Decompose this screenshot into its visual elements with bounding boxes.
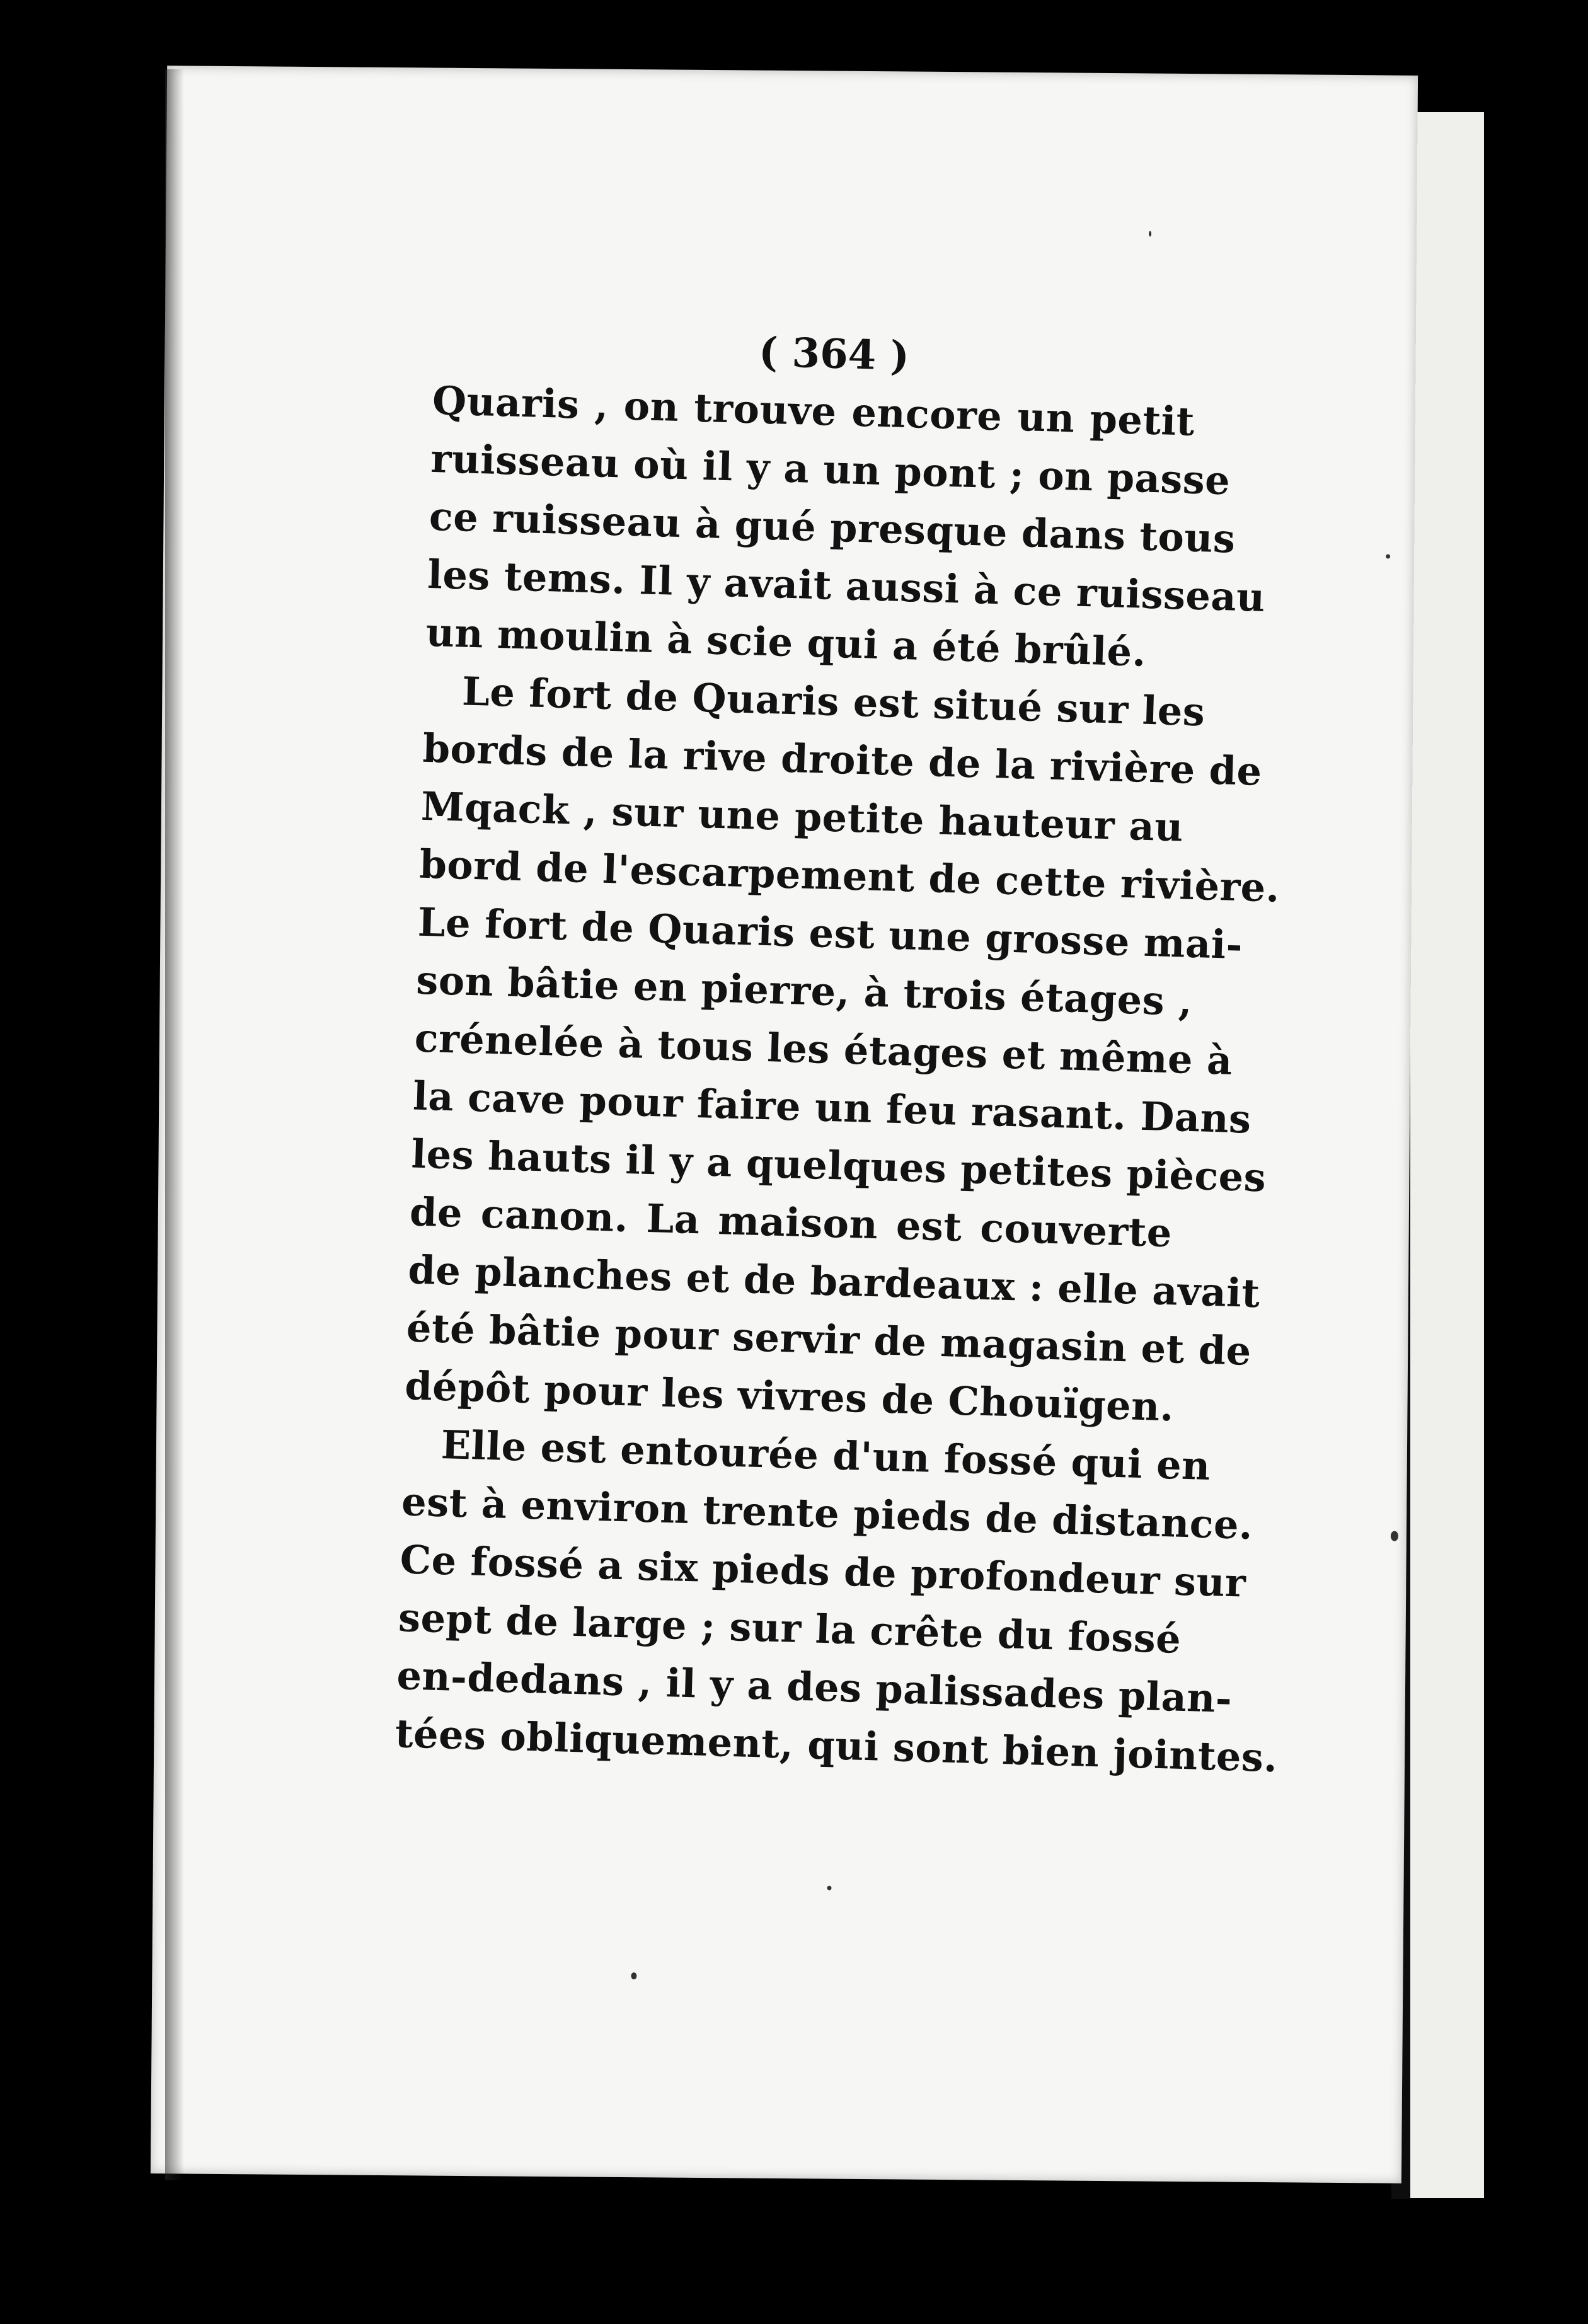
text-line: ce ruisseau à gué presque dans tous	[429, 493, 1236, 562]
text-line: ruisseau où il y a un pont ; on passe	[430, 435, 1231, 504]
text-line: Le fort de Quaris est une grosse mai-	[417, 899, 1244, 969]
text-line: Elle est entourée d'un fossé qui en	[440, 1421, 1211, 1490]
text-line: les hauts il y a quelques petites pièces	[410, 1130, 1267, 1201]
text-line: tées obliquement, qui sont bien jointes.	[394, 1710, 1279, 1781]
paragraph-1	[425, 372, 1266, 683]
text-line: la cave pour faire un feu rasant. Dans	[412, 1073, 1252, 1142]
paragraph-2	[404, 662, 1280, 1436]
text-line: les tems. Il y avait aussi à ce ruisseau	[427, 551, 1266, 621]
text-line: Quaris , on trouve encore un petit	[432, 377, 1195, 445]
paragraph-3	[394, 1415, 1279, 1784]
text-line: est à environ trente pieds de distance.	[401, 1478, 1254, 1548]
text-line: de canon. La maison est couverte	[409, 1188, 1173, 1257]
text-line: un moulin à scie qui a été brûlé.	[425, 609, 1147, 676]
page-left-shadow	[165, 69, 184, 2180]
text-line: bord de l'escarpement de cette rivière.	[418, 841, 1280, 911]
page-text	[394, 315, 1280, 1784]
text-line: sept de large ; sur la crête du fossé	[398, 1594, 1182, 1662]
text-line: Ce fossé a six pieds de profondeur sur	[399, 1536, 1247, 1606]
text-line: dépôt pour les vivres de Chouïgen.	[404, 1362, 1175, 1430]
page-number: ( 364 )	[758, 328, 910, 381]
text-line: été bâtie pour servir de magasin et de	[406, 1304, 1252, 1374]
text-line: en-dedans , il y a des palissades plan-	[396, 1652, 1233, 1722]
text-line: crénelée à tous les étages et même à	[413, 1015, 1233, 1084]
text-line: de planches et de bardeaux : elle avait	[407, 1246, 1261, 1317]
text-line: Mqack , sur une petite hauteur au	[420, 783, 1184, 851]
text-line: bords de la rive droite de la rivière de	[422, 725, 1263, 795]
text-line: Le fort de Quaris est situé sur les	[461, 668, 1206, 735]
text-line: son bâtie en pierre, à trois étages ,	[415, 957, 1194, 1025]
